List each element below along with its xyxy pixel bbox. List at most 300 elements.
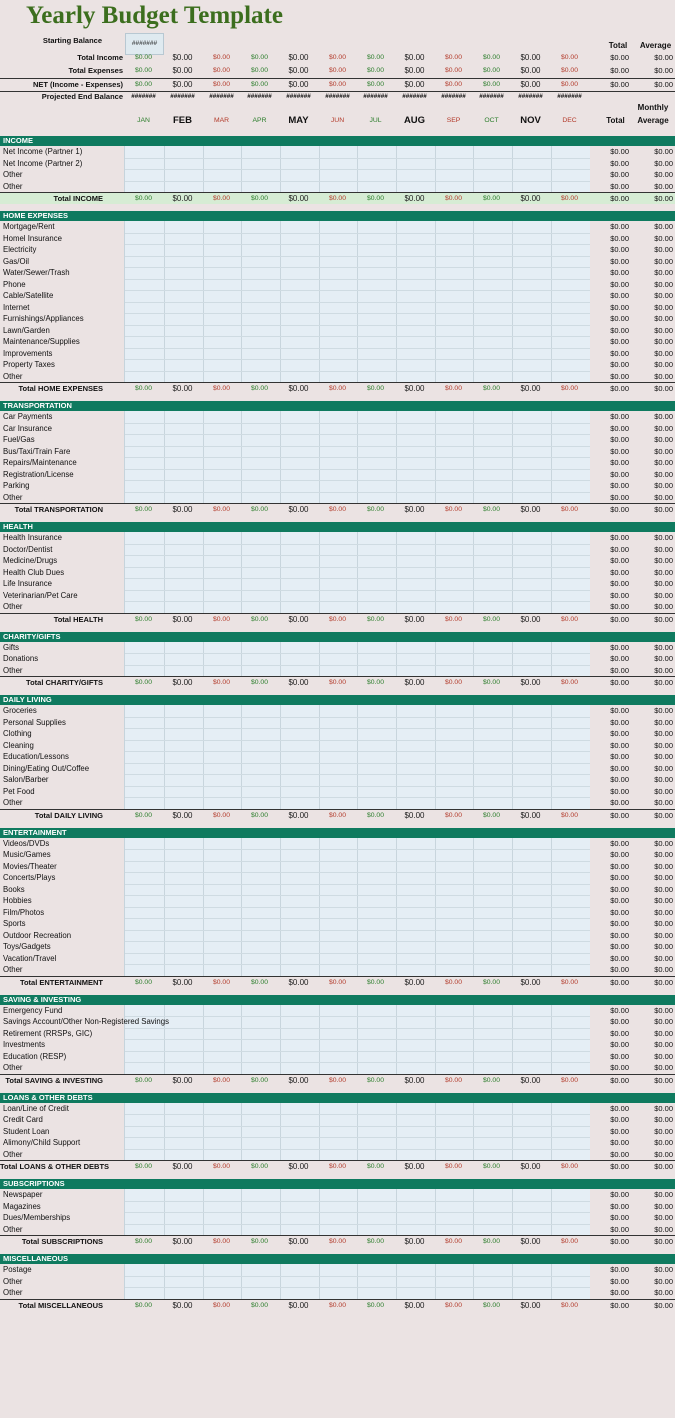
summary-month-value: ####### [479, 93, 504, 100]
section-total-month-value: $0.00 [250, 1076, 268, 1084]
line-item-average: $0.00 [654, 170, 673, 179]
grid-row-line [125, 1276, 590, 1277]
line-item-label: Fuel/Gas [3, 435, 35, 444]
line-item-average: $0.00 [654, 325, 673, 335]
grid-row-line [125, 1137, 590, 1138]
line-item-average: $0.00 [654, 181, 673, 191]
grid-row-line [125, 267, 590, 268]
line-item-label: Emergency Fund [3, 1005, 63, 1015]
grid-row-line [125, 423, 590, 424]
section-total-month-value: $0.00 [134, 1076, 152, 1084]
line-item-total: $0.00 [610, 1103, 629, 1113]
line-item-average: $0.00 [654, 492, 673, 502]
section-total-month-value: $0.00 [212, 506, 230, 513]
section-total-month-value: $0.00 [172, 1162, 193, 1171]
section-total-month-value: $0.00 [328, 1076, 346, 1084]
section-total-total: $0.00 [610, 1075, 629, 1085]
line-item-label: Books [3, 884, 25, 894]
line-item-average: $0.00 [654, 706, 673, 715]
section-header: MISCELLANEOUS [0, 1254, 675, 1264]
section-total-month-value: $0.00 [250, 811, 268, 819]
summary-month-value: $0.00 [560, 81, 578, 88]
summary-month-value: ####### [402, 93, 427, 100]
line-item-label: Cable/Satellite [3, 291, 54, 300]
line-item-average: $0.00 [654, 291, 673, 300]
section-total-month-value: $0.00 [172, 977, 193, 987]
line-item-label: Water/Sewer/Trash [3, 268, 70, 277]
line-item-total: $0.00 [610, 469, 629, 479]
line-item-label: Salon/Barber [3, 775, 49, 784]
line-item-average: $0.00 [654, 896, 673, 905]
line-item-total: $0.00 [610, 291, 629, 300]
line-item-total: $0.00 [610, 233, 629, 243]
average-column-header: Average [637, 116, 669, 125]
section-total-month-value: $0.00 [212, 195, 230, 202]
section-total-month-value: $0.00 [212, 811, 230, 819]
section-total-month-value: $0.00 [328, 385, 346, 392]
line-item-average: $0.00 [654, 1063, 673, 1072]
section-total-month-value: $0.00 [560, 1163, 578, 1170]
section-total-label: Total TRANSPORTATION [14, 505, 103, 514]
line-item-label: Credit Card [3, 1115, 43, 1124]
section-total-row [0, 1299, 675, 1311]
line-item-label: Vacation/Travel [3, 953, 57, 963]
grid-column-line [357, 642, 358, 677]
grid-row-line [125, 964, 590, 965]
line-item-total: $0.00 [610, 1149, 629, 1159]
section-total-month-value: $0.00 [134, 615, 152, 623]
line-item-label: Dues/Memberships [3, 1213, 71, 1222]
line-item-average: $0.00 [654, 371, 673, 381]
line-item-average: $0.00 [654, 1265, 673, 1274]
month-header-dec: DEC [562, 117, 577, 124]
summary-month-value: ####### [325, 93, 350, 100]
grid-column-line [435, 1264, 436, 1299]
section-total-month-value: $0.00 [404, 1300, 425, 1310]
line-item-label: Health Club Dues [3, 567, 65, 577]
grid-row-line [125, 665, 590, 666]
grid-row-line [125, 1126, 590, 1127]
grid-row-line [125, 1039, 590, 1040]
section-total-row [0, 192, 675, 204]
line-item-label: Movies/Theater [3, 861, 57, 871]
line-item-label: Health Insurance [3, 533, 62, 542]
section-input-grid[interactable] [124, 1103, 590, 1161]
month-header-nov: NOV [520, 115, 541, 126]
month-header-feb: FEB [173, 115, 192, 126]
section-input-grid[interactable] [124, 146, 590, 192]
line-item-label: Other [3, 371, 23, 381]
grid-row-line [125, 884, 590, 885]
section-header: ENTERTAINMENT [0, 828, 675, 838]
summary-month-value: $0.00 [404, 80, 425, 89]
section-total-month-value: $0.00 [404, 678, 425, 687]
month-header-may: MAY [288, 115, 309, 126]
section-input-grid[interactable] [124, 411, 590, 503]
summary-month-value: $0.00 [288, 66, 309, 75]
line-item-total: $0.00 [610, 446, 629, 456]
line-item-total: $0.00 [610, 919, 629, 928]
grid-row-line [125, 336, 590, 337]
line-item-average: $0.00 [654, 1040, 673, 1049]
line-item-label: Other [3, 1224, 23, 1234]
section-total-total: $0.00 [610, 194, 629, 203]
grid-row-line [125, 774, 590, 775]
section-header: INCOME [0, 136, 675, 146]
line-item-total: $0.00 [610, 884, 629, 894]
section-input-grid[interactable] [124, 705, 590, 809]
grid-row-line [125, 797, 590, 798]
line-item-average: $0.00 [654, 1103, 673, 1113]
line-item-label: Other [3, 492, 23, 502]
grid-column-line [241, 1264, 242, 1299]
grid-row-line [125, 918, 590, 919]
line-item-average: $0.00 [654, 752, 673, 761]
summary-month-value: $0.00 [482, 81, 500, 88]
line-item-total: $0.00 [610, 412, 629, 421]
section-total-month-value: $0.00 [366, 978, 384, 986]
month-header-sep: SEP [446, 117, 461, 124]
section-total-month-value: $0.00 [560, 679, 578, 686]
grid-row-line [125, 763, 590, 764]
section-total-row [0, 676, 675, 688]
section-input-grid[interactable] [124, 1189, 590, 1235]
section-total-label: Total SUBSCRIPTIONS [21, 1237, 103, 1246]
section-total-average: $0.00 [654, 1075, 673, 1085]
line-item-label: Clothing [3, 729, 32, 738]
grid-column-line [241, 705, 242, 809]
section-total-month-value: $0.00 [288, 505, 309, 514]
grid-row-line [125, 1287, 590, 1288]
line-item-label: Alimony/Child Support [3, 1138, 81, 1147]
summary-total-value: $0.00 [610, 66, 629, 75]
summary-month-value: $0.00 [366, 81, 384, 88]
line-item-total: $0.00 [610, 337, 629, 346]
total-column-header: Total [606, 116, 625, 125]
section-total-row [0, 1235, 675, 1247]
section-total-month-value: $0.00 [366, 679, 384, 686]
section-total-average: $0.00 [654, 977, 673, 987]
line-item-total: $0.00 [610, 1017, 629, 1026]
grid-column-line [319, 642, 320, 677]
month-header-aug: AUG [403, 115, 426, 126]
line-item-average: $0.00 [654, 1213, 673, 1222]
section-total-month-value: $0.00 [560, 811, 578, 819]
line-item-total: $0.00 [610, 1190, 629, 1199]
line-item-total: $0.00 [610, 740, 629, 750]
section-total-month-value: $0.00 [560, 1076, 578, 1084]
section-total-month-value: $0.00 [288, 384, 309, 393]
line-item-label: Other [3, 170, 23, 179]
section-total-label: Total CHARITY/GIFTS [26, 678, 103, 687]
section-total-total: $0.00 [610, 1162, 629, 1171]
section-total-month-value: $0.00 [328, 1163, 346, 1170]
section-total-month-value: $0.00 [444, 1076, 462, 1084]
summary-month-value: $0.00 [134, 54, 152, 61]
grid-column-line [357, 705, 358, 809]
section-total-month-value: $0.00 [366, 195, 384, 202]
line-item-label: Education (RESP) [3, 1051, 67, 1061]
line-item-average: $0.00 [654, 654, 673, 663]
section-total-month-value: $0.00 [288, 1162, 309, 1171]
section-header: LOANS & OTHER DEBTS [0, 1093, 675, 1103]
line-item-label: Net Income (Partner 1) [3, 147, 83, 156]
grid-column-line [396, 642, 397, 677]
line-item-label: Dining/Eating Out/Coffee [3, 763, 90, 773]
grid-row-line [125, 872, 590, 873]
line-item-label: Magazines [3, 1201, 41, 1211]
section-total-month-value: $0.00 [404, 194, 425, 203]
section-total-month-value: $0.00 [404, 614, 425, 624]
summary-month-value: $0.00 [134, 81, 152, 88]
section-total-label: Total MISCELLANEOUS [18, 1300, 103, 1310]
line-item-label: Postage [3, 1265, 32, 1274]
grid-column-line [280, 1103, 281, 1161]
line-item-total: $0.00 [610, 763, 629, 773]
summary-total-value: $0.00 [610, 53, 629, 62]
section-header: SUBSCRIPTIONS [0, 1179, 675, 1189]
section-input-grid[interactable] [124, 532, 590, 613]
summary-row [0, 52, 675, 64]
section-total-total: $0.00 [610, 678, 629, 687]
section-total-month-value: $0.00 [520, 1075, 541, 1085]
grid-row-line [125, 953, 590, 954]
section-total-month-value: $0.00 [134, 978, 152, 986]
line-item-total: $0.00 [610, 1028, 629, 1038]
grid-column-line [473, 642, 474, 677]
line-item-label: Other [3, 1063, 23, 1072]
grid-column-line [164, 705, 165, 809]
line-item-average: $0.00 [654, 158, 673, 168]
summary-total-header: Total [608, 41, 628, 50]
month-header-jun: JUN [330, 117, 345, 124]
line-item-label: Newspaper [3, 1190, 43, 1199]
month-header-apr: APR [252, 117, 267, 124]
line-item-total: $0.00 [610, 481, 629, 490]
section-total-month-value: $0.00 [134, 195, 152, 202]
grid-row-line [125, 861, 590, 862]
line-item-total: $0.00 [610, 786, 629, 796]
section-input-grid[interactable] [124, 221, 590, 382]
grid-row-line [125, 895, 590, 896]
section-header: TRANSPORTATION [0, 401, 675, 411]
line-item-average: $0.00 [654, 458, 673, 467]
section-total-month-value: $0.00 [520, 194, 541, 203]
grid-column-line [396, 1103, 397, 1161]
grid-column-line [512, 1103, 513, 1161]
line-item-total: $0.00 [610, 798, 629, 807]
section-header: HEALTH [0, 522, 675, 532]
line-item-label: Mortgage/Rent [3, 222, 55, 231]
section-total-month-value: $0.00 [366, 1238, 384, 1245]
grid-column-line [280, 705, 281, 809]
grid-row-line [125, 907, 590, 908]
line-item-label: Improvements [3, 348, 53, 358]
grid-row-line [125, 590, 590, 591]
grid-row-line [125, 469, 590, 470]
summary-month-value: $0.00 [250, 67, 268, 74]
line-item-label: Property Taxes [3, 360, 55, 369]
summary-month-value: $0.00 [328, 81, 346, 88]
section-total-month-value: $0.00 [172, 678, 193, 687]
month-header-jan: JAN [137, 117, 150, 124]
line-item-label: Veterinarian/Pet Care [3, 590, 78, 600]
section-total-month-value: $0.00 [134, 1238, 152, 1245]
section-total-month-value: $0.00 [212, 679, 230, 686]
line-item-total: $0.00 [610, 642, 629, 652]
grid-row-line [125, 313, 590, 314]
section-total-average: $0.00 [654, 1300, 673, 1310]
line-item-average: $0.00 [654, 469, 673, 479]
line-item-total: $0.00 [610, 1040, 629, 1049]
summary-month-value: $0.00 [212, 67, 230, 74]
line-item-average: $0.00 [654, 412, 673, 421]
grid-row-line [125, 1212, 590, 1213]
line-item-total: $0.00 [610, 861, 629, 871]
line-item-label: Other [3, 602, 23, 611]
line-item-average: $0.00 [654, 942, 673, 951]
section-total-month-value: $0.00 [250, 1301, 268, 1309]
section-total-total: $0.00 [610, 977, 629, 987]
line-item-average: $0.00 [654, 1126, 673, 1136]
summary-month-value: $0.00 [288, 53, 309, 62]
section-total-month-value: $0.00 [404, 384, 425, 393]
section-total-average: $0.00 [654, 505, 673, 514]
line-item-average: $0.00 [654, 884, 673, 894]
section-total-month-value: $0.00 [560, 615, 578, 623]
section-input-grid[interactable] [124, 1005, 590, 1074]
line-item-average: $0.00 [654, 567, 673, 577]
line-item-average: $0.00 [654, 717, 673, 727]
line-item-label: Electricity [3, 245, 37, 254]
section-input-grid[interactable] [124, 642, 590, 677]
summary-row-label: Total Income [77, 53, 123, 62]
grid-column-line [435, 705, 436, 809]
line-item-total: $0.00 [610, 544, 629, 554]
summary-month-value: $0.00 [444, 67, 462, 74]
grid-column-line [164, 1103, 165, 1161]
section-total-month-value: $0.00 [172, 1075, 193, 1085]
grid-row-line [125, 1114, 590, 1115]
section-total-month-value: $0.00 [328, 1301, 346, 1309]
line-item-total: $0.00 [610, 314, 629, 323]
line-item-total: $0.00 [610, 170, 629, 179]
section-total-month-value: $0.00 [560, 1301, 578, 1309]
grid-column-line [164, 1264, 165, 1299]
grid-column-line [512, 1264, 513, 1299]
line-item-label: Outdoor Recreation [3, 930, 72, 940]
section-total-month-value: $0.00 [404, 1162, 425, 1171]
section-total-month-value: $0.00 [560, 195, 578, 202]
summary-row [0, 65, 675, 77]
section-total-month-value: $0.00 [482, 1076, 500, 1084]
grid-row-line [125, 1224, 590, 1225]
line-item-average: $0.00 [654, 1028, 673, 1038]
summary-month-value: $0.00 [250, 81, 268, 88]
line-item-total: $0.00 [610, 147, 629, 156]
line-item-total: $0.00 [610, 222, 629, 231]
section-total-month-value: $0.00 [134, 811, 152, 819]
section-total-total: $0.00 [610, 1237, 629, 1246]
section-total-month-value: $0.00 [288, 977, 309, 987]
section-total-month-value: $0.00 [404, 1075, 425, 1085]
section-total-month-value: $0.00 [250, 1238, 268, 1245]
section-total-month-value: $0.00 [444, 1301, 462, 1309]
grid-row-line [125, 740, 590, 741]
section-total-month-value: $0.00 [520, 810, 541, 820]
section-total-month-value: $0.00 [288, 678, 309, 687]
section-input-grid[interactable] [124, 838, 590, 976]
summary-average-value: $0.00 [654, 66, 673, 75]
line-item-label: Hobbies [3, 896, 32, 905]
section-input-grid[interactable] [124, 1264, 590, 1299]
grid-column-line [164, 642, 165, 677]
section-total-month-value: $0.00 [520, 678, 541, 687]
grid-column-line [512, 705, 513, 809]
line-item-label: Maintenance/Supplies [3, 337, 80, 346]
summary-month-value: $0.00 [560, 54, 578, 61]
section-total-month-value: $0.00 [172, 1300, 193, 1310]
section-total-month-value: $0.00 [366, 811, 384, 819]
line-item-total: $0.00 [610, 1115, 629, 1124]
grid-column-line [551, 642, 552, 677]
line-item-average: $0.00 [654, 642, 673, 652]
line-item-label: Net Income (Partner 2) [3, 158, 83, 168]
month-header-jul: JUL [369, 117, 382, 124]
grid-row-line [125, 446, 590, 447]
line-item-average: $0.00 [654, 930, 673, 940]
grid-row-line [125, 457, 590, 458]
line-item-average: $0.00 [654, 423, 673, 433]
line-item-label: Savings Account/Other Non-Registered Savings [3, 1017, 169, 1026]
line-item-total: $0.00 [610, 1051, 629, 1061]
line-item-label: Car Payments [3, 412, 53, 421]
section-total-month-value: $0.00 [134, 679, 152, 686]
section-total-label: Total SAVING & INVESTING [5, 1075, 103, 1085]
summary-month-value: $0.00 [520, 53, 541, 62]
grid-column-line [319, 1264, 320, 1299]
line-item-average: $0.00 [654, 360, 673, 369]
section-total-month-value: $0.00 [404, 505, 425, 514]
line-item-label: Bus/Taxi/Train Fare [3, 446, 71, 456]
line-item-total: $0.00 [610, 556, 629, 565]
section-total-month-value: $0.00 [172, 810, 193, 820]
section-total-month-value: $0.00 [288, 1300, 309, 1310]
line-item-average: $0.00 [654, 1288, 673, 1297]
section-total-month-value: $0.00 [288, 614, 309, 624]
grid-column-line [435, 642, 436, 677]
line-item-label: Education/Lessons [3, 752, 69, 761]
summary-month-value: $0.00 [482, 67, 500, 74]
line-item-average: $0.00 [654, 481, 673, 490]
grid-row-line [125, 941, 590, 942]
grid-row-line [125, 492, 590, 493]
line-item-average: $0.00 [654, 763, 673, 773]
line-item-label: Pet Food [3, 786, 35, 796]
summary-month-value: $0.00 [212, 54, 230, 61]
section-total-month-value: $0.00 [288, 810, 309, 820]
line-item-average: $0.00 [654, 147, 673, 156]
grid-column-line [473, 1264, 474, 1299]
line-item-total: $0.00 [610, 665, 629, 675]
line-item-average: $0.00 [654, 579, 673, 588]
line-item-label: Lawn/Garden [3, 325, 50, 335]
line-item-label: Music/Games [3, 850, 51, 859]
section-total-average: $0.00 [654, 1162, 673, 1171]
line-item-total: $0.00 [610, 579, 629, 588]
section-total-month-value: $0.00 [520, 1300, 541, 1310]
summary-month-value: ####### [518, 93, 543, 100]
